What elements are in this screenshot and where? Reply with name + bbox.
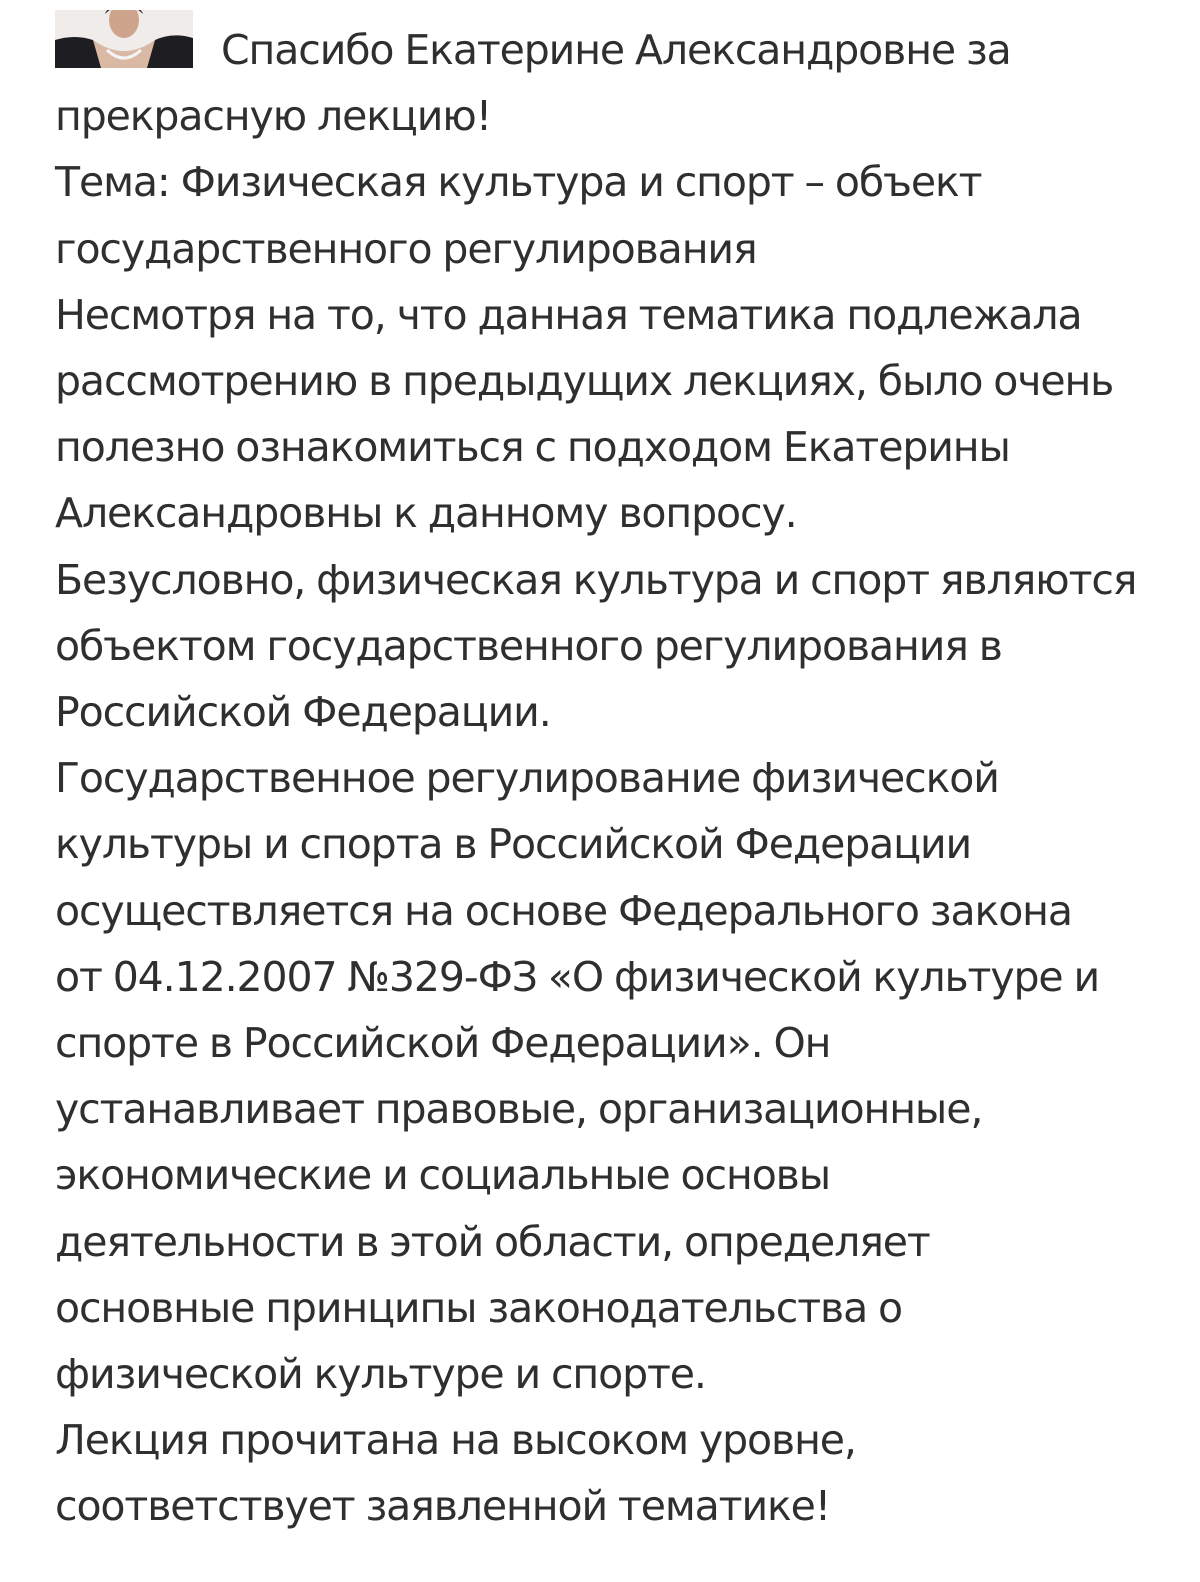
post-line-18: экономические и социальные основы [55, 1151, 831, 1200]
post-line-19: деятельности в этой области, определяет [55, 1217, 930, 1266]
post-line-3: Тема: Физическая культура и спорт – объект [55, 158, 982, 207]
post-line-7: полезно ознакомиться с подходом Екатерины [55, 423, 1010, 472]
post-line-9: Безусловно, физическая культура и спорт являются [55, 555, 1137, 604]
post-line-17: устанавливает правовые, организационные, [55, 1085, 983, 1134]
user-photo-icon [55, 10, 193, 68]
post-line-14: осуществляется на основе Федерального закона [55, 886, 1072, 935]
post-line-13: культуры и спорта в Российской Федерации [55, 820, 972, 869]
post-line-11: Российской Федерации. [55, 688, 551, 737]
post-line-4: государственного регулирования [55, 224, 757, 273]
post-line-16: спорте в Российской Федерации». Он [55, 1019, 831, 1068]
post-line-10: объектом государственного регулирования в [55, 621, 1002, 670]
post-line-1 [55, 10, 1165, 83]
post-line-22: Лекция прочитана на высоком уровне, [55, 1416, 856, 1465]
post-text [55, 10, 1165, 1540]
post-line-15: от 04.12.2007 №329-ФЗ «О физической культуре и [55, 952, 1100, 1001]
post-line-12: Государственное регулирование физической [55, 754, 999, 803]
post-line-8: Александровны к данному вопросу. [55, 489, 797, 538]
post-line-2: прекрасную лекцию! [55, 92, 492, 141]
post-line-text: Спасибо Екатерине Александровне за [221, 26, 1011, 74]
post-line-20: основные принципы законодательства о [55, 1283, 903, 1332]
post-line-6: рассмотрению в предыдущих лекциях, было очень [55, 357, 1114, 406]
post-line-21: физической культуре и спорте. [55, 1350, 706, 1399]
post-line-23: соответствует заявленной тематике! [55, 1482, 831, 1531]
post-line-5: Несмотря на то, что данная тематика подлежала [55, 290, 1082, 339]
author-avatar[interactable] [55, 10, 193, 68]
